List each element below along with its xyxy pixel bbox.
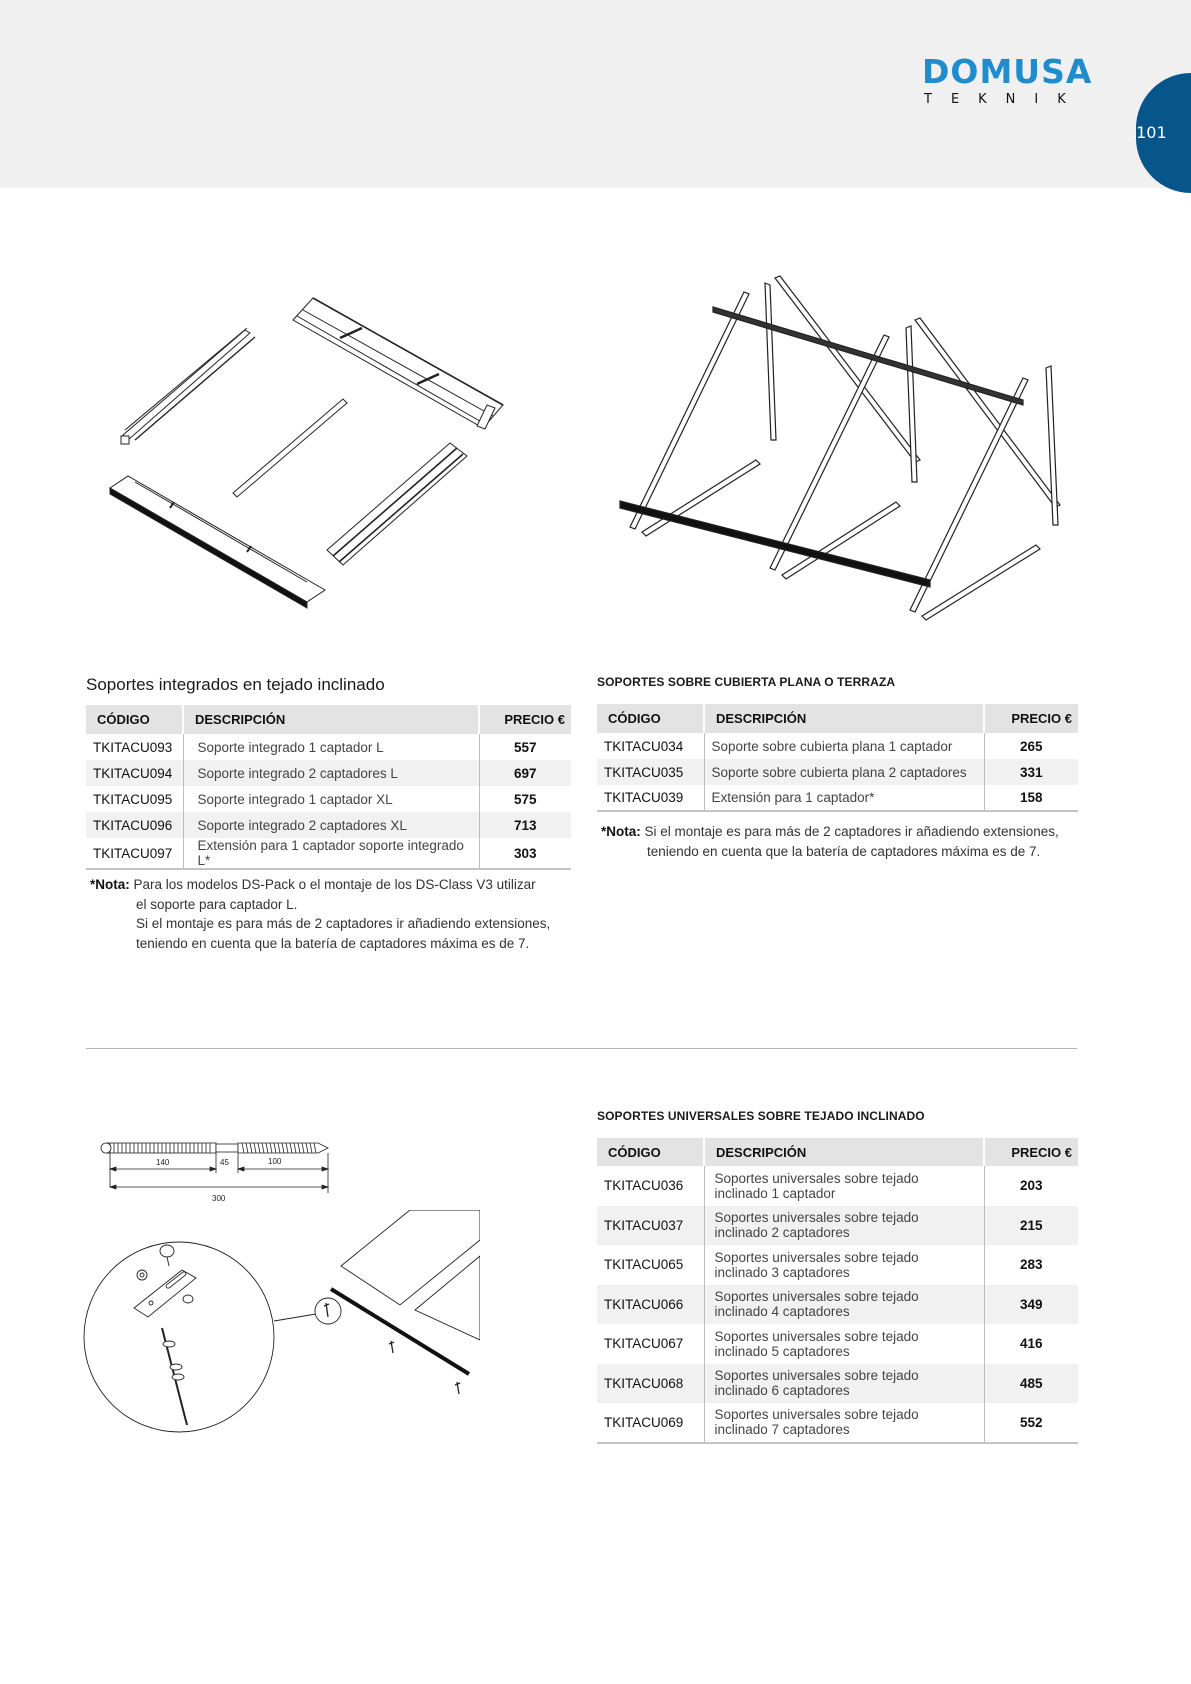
bolt-body bbox=[101, 1143, 328, 1153]
table-row bbox=[597, 1364, 1078, 1404]
product-code: TKITACU037 bbox=[597, 1206, 704, 1246]
description-line: inclinado 4 captadores bbox=[714, 1304, 850, 1320]
table-row bbox=[597, 1245, 1078, 1285]
product-code: TKITACU065 bbox=[604, 1257, 684, 1273]
product-description: Soporte integrado 1 captador XL bbox=[183, 786, 479, 812]
description-line: Soportes universales sobre tejado bbox=[714, 1210, 919, 1226]
description-line: inclinado 1 captador bbox=[714, 1185, 836, 1201]
description-line: Soportes universales sobre tejado bbox=[714, 1249, 919, 1265]
product-code: TKITACU097 bbox=[86, 838, 183, 869]
description-line: Soportes universales sobre tejado bbox=[714, 1170, 919, 1186]
section1-note bbox=[90, 875, 550, 953]
header-code: CÓDIGO bbox=[597, 704, 704, 733]
dim-thread-b: 100 bbox=[268, 1157, 282, 1166]
product-description: Soporte integrado 1 captador L bbox=[183, 734, 479, 760]
product-price: 331 bbox=[984, 759, 1078, 785]
flat-roof-support-illustration bbox=[600, 250, 1080, 630]
note-line: teniendo en cuenta que la batería de captadores máxima es de 7. bbox=[136, 935, 530, 951]
product-code: TKITACU069 bbox=[597, 1403, 704, 1443]
product-price: 697 bbox=[479, 760, 571, 786]
dim-total: 300 bbox=[212, 1194, 226, 1203]
description-line: Soportes universales sobre tejado bbox=[714, 1328, 919, 1344]
anchor-bolts bbox=[389, 1341, 460, 1394]
header-code: CÓDIGO bbox=[86, 705, 183, 734]
table-header-row bbox=[86, 705, 571, 734]
brand-subtitle: TEKNIK bbox=[924, 92, 1085, 107]
dimension-lines bbox=[110, 1153, 328, 1193]
product-description: Extensión para 1 captador* bbox=[704, 785, 984, 811]
product-code: TKITACU094 bbox=[86, 760, 183, 786]
rail-upper-left bbox=[121, 328, 255, 444]
universal-support-illustration bbox=[80, 1210, 480, 1450]
brand-name: DOMUSA bbox=[922, 52, 1093, 91]
dim-shank: 45 bbox=[220, 1158, 229, 1167]
product-price: 283 bbox=[1019, 1257, 1043, 1273]
solar-collectors bbox=[341, 1210, 480, 1340]
header-price: PRECIO € bbox=[984, 1138, 1078, 1166]
rail-bottom-right bbox=[327, 443, 467, 565]
product-description bbox=[704, 1403, 984, 1443]
hanger-bolt-dimension-drawing bbox=[100, 1135, 340, 1210]
rail-center bbox=[233, 399, 347, 497]
product-description: Soporte sobre cubierta plana 1 captador bbox=[704, 733, 984, 759]
product-description: Extensión para 1 captador soporte integrado L* bbox=[183, 838, 479, 869]
header-description: DESCRIPCIÓN bbox=[704, 704, 984, 733]
header-price: PRECIO € bbox=[984, 704, 1078, 733]
description-line: inclinado 2 captadores bbox=[714, 1225, 850, 1241]
product-price: 713 bbox=[479, 812, 571, 838]
product-description bbox=[704, 1166, 984, 1206]
page-number: .101 bbox=[1131, 123, 1167, 142]
product-code: TKITACU034 bbox=[604, 738, 684, 754]
product-code: TKITACU036 bbox=[604, 1178, 684, 1194]
product-price: 158 bbox=[984, 785, 1078, 811]
product-description bbox=[704, 1245, 984, 1285]
product-price: 265 bbox=[1019, 738, 1043, 754]
integrated-support-illustration bbox=[95, 280, 515, 620]
table-row bbox=[597, 759, 1078, 785]
rail-bottom-left bbox=[110, 476, 325, 608]
description-line: Soportes universales sobre tejado bbox=[714, 1289, 919, 1305]
product-description: Soporte integrado 2 captadores XL bbox=[183, 812, 479, 838]
product-description bbox=[704, 1206, 984, 1246]
section1-title: Soportes integrados en tejado inclinado bbox=[86, 675, 385, 694]
note-line: Para los modelos DS-Pack o el montaje de los DS-Class V3 utilizar bbox=[133, 877, 536, 892]
product-price: 485 bbox=[984, 1364, 1078, 1404]
product-price: 416 bbox=[1019, 1336, 1043, 1352]
product-code: TKITACU039 bbox=[597, 785, 704, 811]
product-price: 215 bbox=[984, 1206, 1078, 1246]
table-header-row bbox=[597, 1138, 1078, 1166]
table-row bbox=[597, 1206, 1078, 1246]
header-code: CÓDIGO bbox=[597, 1138, 704, 1166]
description-line: inclinado 5 captadores bbox=[714, 1343, 850, 1359]
product-description bbox=[704, 1364, 984, 1404]
frame-braces bbox=[642, 460, 1040, 620]
table-row bbox=[86, 734, 571, 760]
table-row bbox=[597, 1324, 1078, 1364]
section2-price-table bbox=[597, 704, 1078, 812]
table-row bbox=[597, 1166, 1078, 1206]
section3-title: SOPORTES UNIVERSALES SOBRE TEJADO INCLINADO bbox=[597, 1109, 925, 1123]
table-row bbox=[86, 786, 571, 812]
detail-magnifier-circle bbox=[84, 1242, 341, 1432]
table-row bbox=[597, 1403, 1078, 1443]
product-price: 349 bbox=[984, 1285, 1078, 1325]
product-code: TKITACU066 bbox=[597, 1285, 704, 1325]
header-description: DESCRIPCIÓN bbox=[183, 705, 479, 734]
note-line: el soporte para captador L. bbox=[136, 896, 298, 912]
product-price: 575 bbox=[513, 791, 537, 807]
product-price: 203 bbox=[1019, 1178, 1043, 1194]
frame-crossbars bbox=[620, 307, 1023, 587]
product-code: TKITACU096 bbox=[86, 812, 183, 838]
product-code: TKITACU067 bbox=[604, 1336, 684, 1352]
product-price: 552 bbox=[984, 1403, 1078, 1443]
table-header-row bbox=[597, 704, 1078, 733]
note-label: *Nota: bbox=[601, 824, 641, 839]
table-row bbox=[86, 838, 571, 869]
product-price: 557 bbox=[513, 739, 537, 755]
dim-thread-a: 140 bbox=[156, 1158, 170, 1167]
description-line: Soportes universales sobre tejado bbox=[714, 1368, 919, 1384]
header-description: DESCRIPCIÓN bbox=[704, 1138, 984, 1166]
section2-note bbox=[601, 822, 1059, 861]
table-row bbox=[86, 760, 571, 786]
description-line: Soportes universales sobre tejado bbox=[714, 1407, 919, 1423]
description-line: inclinado 7 captadores bbox=[714, 1422, 850, 1438]
section1-price-table bbox=[86, 705, 571, 870]
section3-price-table bbox=[597, 1138, 1078, 1444]
section2-title: SOPORTES SOBRE CUBIERTA PLANA O TERRAZA bbox=[597, 675, 896, 689]
description-line: inclinado 6 captadores bbox=[714, 1383, 850, 1399]
product-code: TKITACU093 bbox=[93, 739, 173, 755]
table-row bbox=[86, 812, 571, 838]
product-description: Soporte sobre cubierta plana 2 captadores bbox=[704, 759, 984, 785]
note-line: teniendo en cuenta que la batería de captadores máxima es de 7. bbox=[647, 843, 1041, 859]
product-code: TKITACU068 bbox=[597, 1364, 704, 1404]
header-price: PRECIO € bbox=[479, 705, 571, 734]
table-row bbox=[597, 785, 1078, 811]
product-code: TKITACU095 bbox=[93, 791, 173, 807]
note-line: Si el montaje es para más de 2 captadores ir añadiendo extensiones, bbox=[136, 916, 551, 931]
product-description bbox=[704, 1324, 984, 1364]
product-code: TKITACU035 bbox=[597, 759, 704, 785]
product-description bbox=[704, 1285, 984, 1325]
brand-logo bbox=[922, 52, 1093, 107]
section-divider bbox=[86, 1048, 1077, 1049]
product-price: 303 bbox=[479, 838, 571, 869]
note-line: Si el montaje es para más de 2 captadores ir añadiendo extensiones, bbox=[644, 824, 1059, 839]
table-row bbox=[597, 1285, 1078, 1325]
description-line: inclinado 3 captadores bbox=[714, 1264, 850, 1280]
rail-top-right bbox=[293, 298, 503, 429]
note-label: *Nota: bbox=[90, 877, 130, 892]
table-row bbox=[597, 733, 1078, 759]
product-description: Soporte integrado 2 captadores L bbox=[183, 760, 479, 786]
